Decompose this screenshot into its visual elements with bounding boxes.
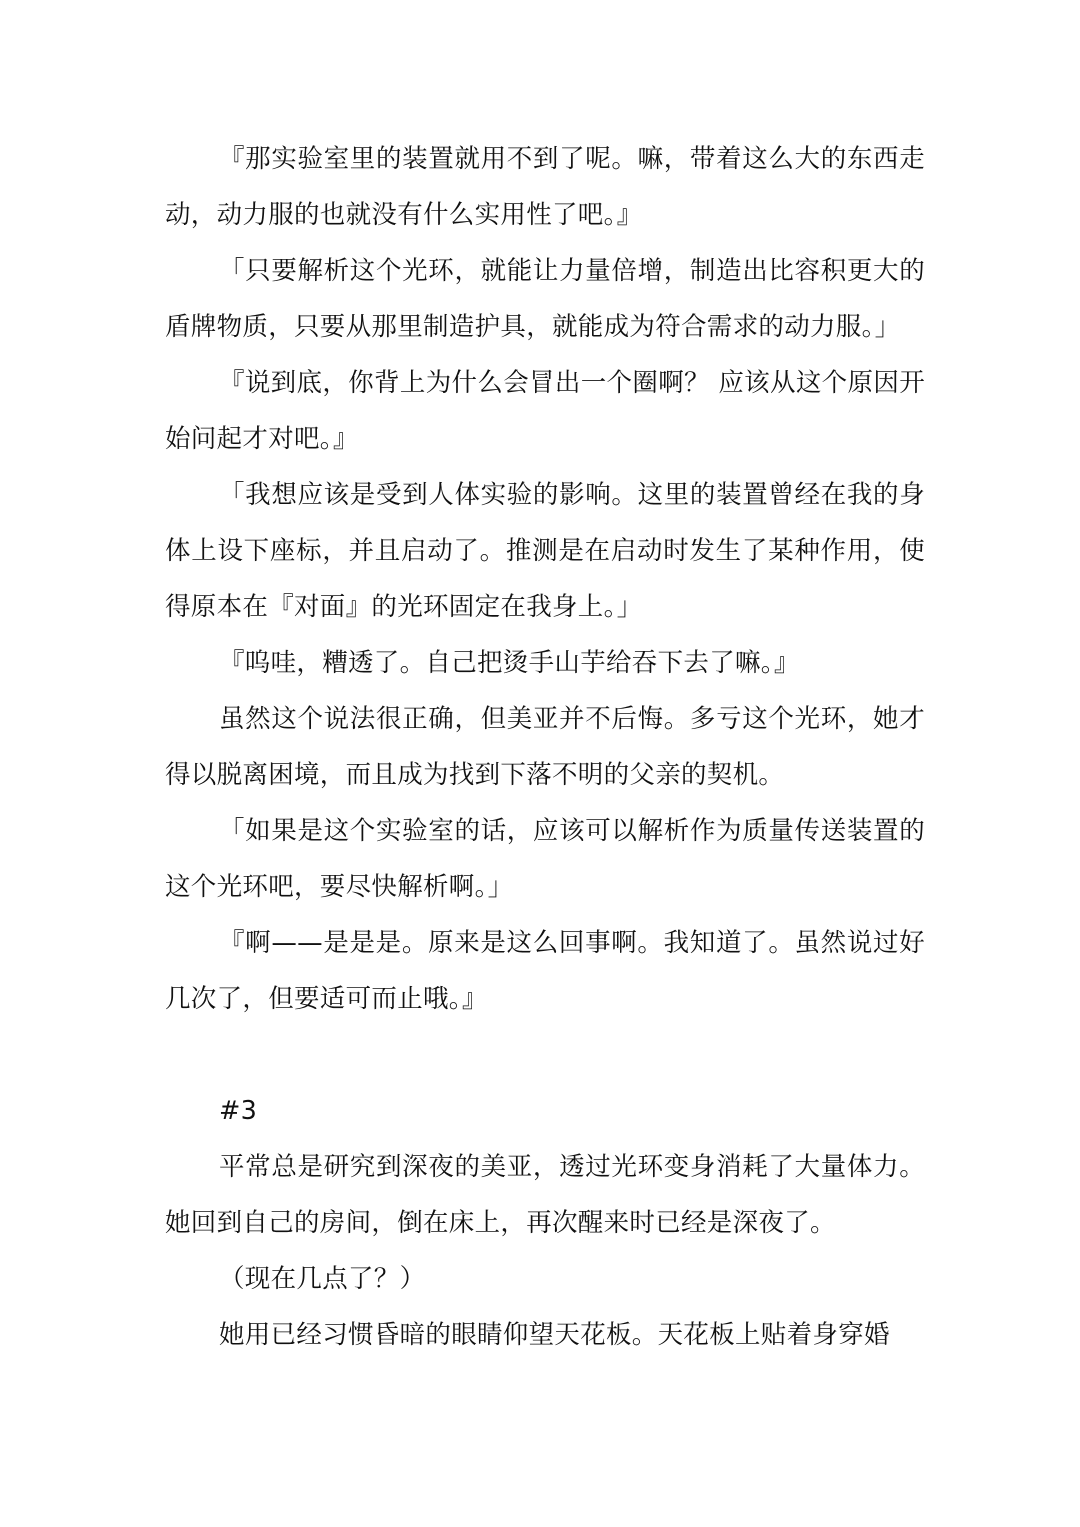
- paragraph: 虽然这个说法很正确，但美亚并不后悔。多亏这个光环，她才得以脱离困境，而且成为找到下落不明的父亲的契机。: [165, 704, 925, 790]
- paragraph: （现在几点了？）: [219, 1264, 426, 1294]
- paragraph: 『啊——是是是。原来是这么回事啊。我知道了。虽然说过好几次了，但要适可而止哦。』: [165, 928, 925, 1014]
- document-body: [165, 131, 925, 1363]
- paragraph: 『那实验室里的装置就用不到了呢。嘛，带着这么大的东西走动，动力服的也就没有什么实用性了吧。』: [165, 144, 925, 230]
- paragraph: 『呜哇，糟透了。自己把烫手山芋给吞下去了嘛。』: [219, 648, 800, 678]
- paragraph: 她用已经习惯昏暗的眼睛仰望天花板。天花板上贴着身穿婚: [219, 1320, 890, 1350]
- paragraph: 平常总是研究到深夜的美亚，透过光环变身消耗了大量体力。她回到自己的房间，倒在床上，再次醒来时已经是深夜了。: [165, 1152, 925, 1238]
- paragraph: 「只要解析这个光环，就能让力量倍增，制造出比容积更大的盾牌物质，只要从那里制造护具，就能成为符合需求的动力服。」: [165, 256, 925, 342]
- paragraph: 「我想应该是受到人体实验的影响。这里的装置曾经在我的身体上设下座标，并且启动了。推测是在启动时发生了某种作用，使得原本在『对面』的光环固定在我身上。」: [165, 480, 925, 622]
- section-gap: [165, 1027, 925, 1083]
- section-heading: #3: [219, 1096, 258, 1126]
- paragraph: 『说到底，你背上为什么会冒出一个圈啊？ 应该从这个原因开始问起才对吧。』: [165, 368, 925, 454]
- paragraph: 「如果是这个实验室的话，应该可以解析作为质量传送装置的这个光环吧，要尽快解析啊。」: [165, 816, 925, 902]
